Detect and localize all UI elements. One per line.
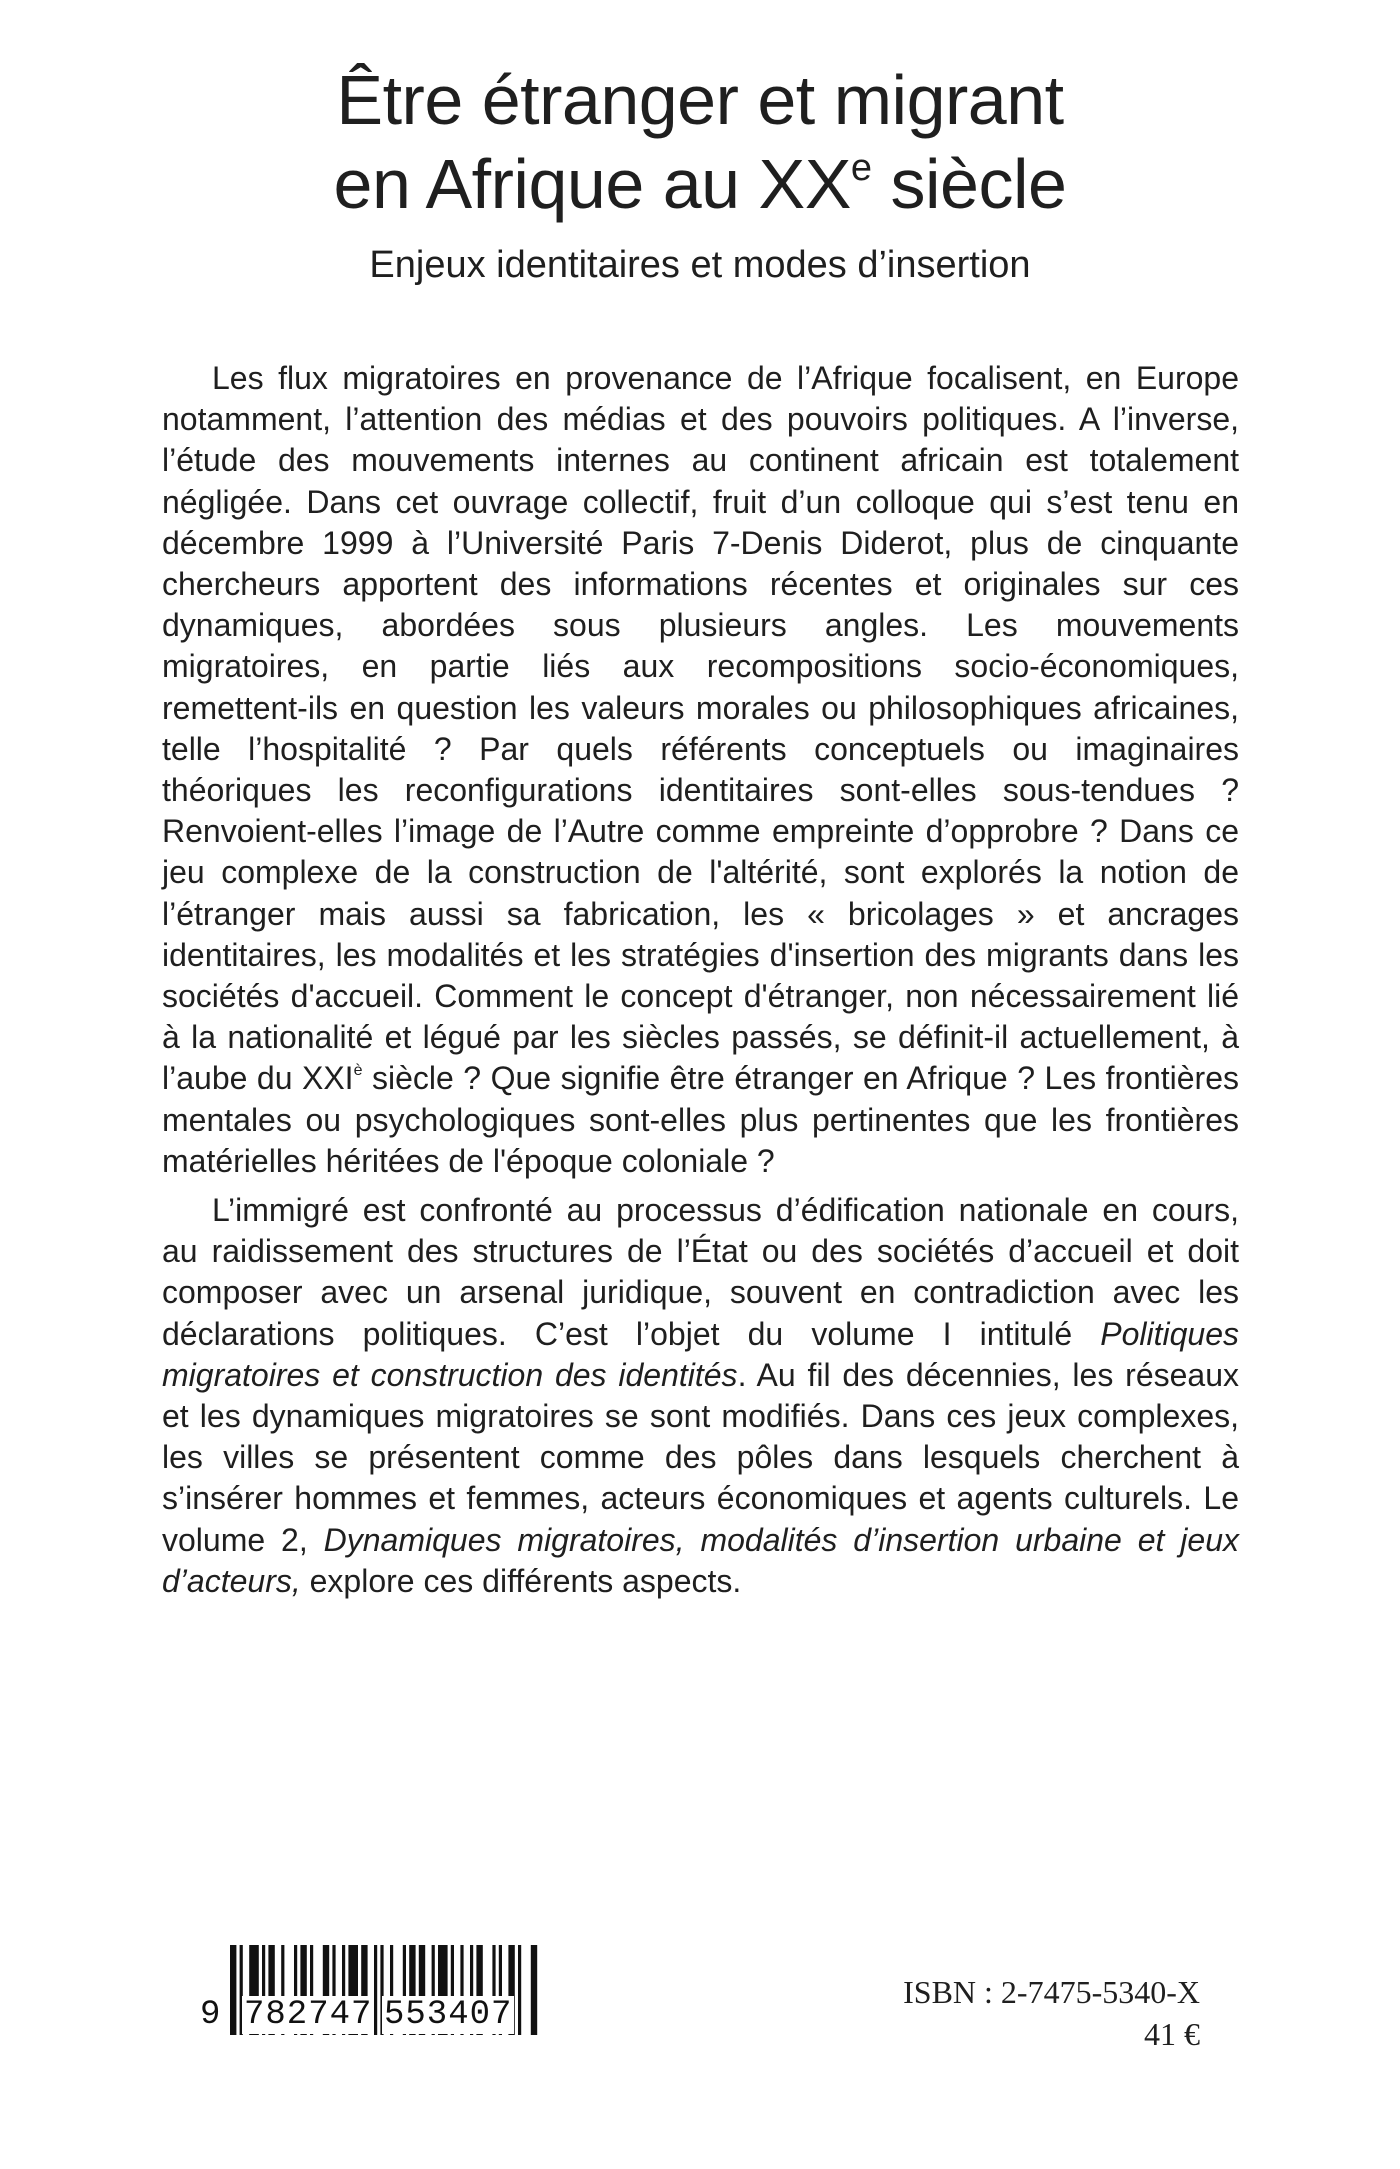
paragraph-2-middle: . Au fil des décennies, les réseaux et les dynamiques migratoires se sont modifiés. Dans ces jeux complexes, les villes se présentent comme des pôles dans lesquels cherchent à s’insérer hommes et femmes, acteurs économiques et agents culturels. Le volume 2, [162, 1356, 1240, 1558]
isbn-number: ISBN : 2-7475-5340-X [903, 1974, 1200, 2010]
barcode-bar [531, 1945, 537, 2035]
title-line2-end: siècle [871, 145, 1067, 223]
paragraph-1-end: siècle ? Que signifie être étranger en Afrique ? Les frontières mentales ou psychologiques sont-elles plus pertinentes que les frontières matérielles héritées de l'époque coloniale ? [162, 1060, 1240, 1179]
barcode-lead-digit: 9 [200, 1996, 222, 2034]
barcode-digit-group-1: 782747 [244, 1996, 373, 2034]
book-title-line1: Être étranger et migrant [336, 61, 1064, 139]
title-line2-text: en Afrique au XX [333, 145, 851, 223]
book-subtitle: Enjeux identitaires et modes d’insertion [369, 244, 1031, 286]
paragraph-2-text: L’immigré est confronté au processus d’édification nationale en cours, au raidissement des structures de l’État ou des sociétés d’accueil et doit composer avec un arsenal juridique, souvent en contradiction avec les déclarations politiques. C’est l’objet du volume I intitulé [162, 1192, 1239, 1352]
title-superscript: e [850, 147, 872, 189]
price: 41 € [1144, 2016, 1200, 2052]
book-title-line2 [0, 142, 1400, 226]
paragraph-1-superscript: è [353, 1062, 363, 1080]
summary-paragraph-1 [162, 358, 1239, 1182]
volume-1-title: Politiques migratoires et construction des identités [162, 1315, 1239, 1393]
barcode-bar [230, 1945, 236, 2035]
back-cover-summary [162, 358, 1239, 1602]
title-block [0, 58, 1400, 288]
barcode-digit-group-2: 553407 [384, 1996, 513, 2034]
barcode-bar [374, 1945, 377, 2035]
paragraph-1-text: Les flux migratoires en provenance de l’Afrique focalisent, en Europe notamment, l’attention des médias et des pouvoirs politiques. A l’inverse, l’étude des mouvements internes au continent africain est totalement négligée. Dans cet ouvrage collectif, fruit d’un colloque qui s’est tenu en décembre 1999 à l’Université Paris 7-Denis Diderot, plus de cinquante chercheurs apportent des informations récentes et originales sur ces dynamiques, abordées sous plusieurs angles. Les mouvements migratoires, en partie liés aux recompositions socio-économiques, remettent-ils en question les valeurs morales ou philosophiques africaines, telle l’hospitalité ? Par quels référents conceptuels ou imaginaires théoriques les reconfigurations identitaires sont-elles sous-tendues ? Renvoient-elles l’image de l’Autre comme empreinte d’opprobre ? Dans ce jeu complexe de la construction de l'altérité, sont explorés la notion de l’étranger mais aussi sa fabrication, les « bricolages » et ancrages identitaires, les modalités et les stratégies d'insertion des migrants dans les sociétés d'accueil. Comment le concept d'étranger, non nécessairement lié à la nationalité et légué par les siècles passés, se définit-il actuellement, à l’aube du XXI [162, 360, 1239, 1097]
paragraph-2-end: explore ces différents aspects. [300, 1562, 742, 1599]
barcode-bar [518, 1945, 521, 2035]
summary-paragraph-2 [162, 1190, 1239, 1602]
volume-2-title: Dynamiques migratoires, modalités d’insertion urbaine et jeux d’acteurs, [162, 1521, 1239, 1599]
